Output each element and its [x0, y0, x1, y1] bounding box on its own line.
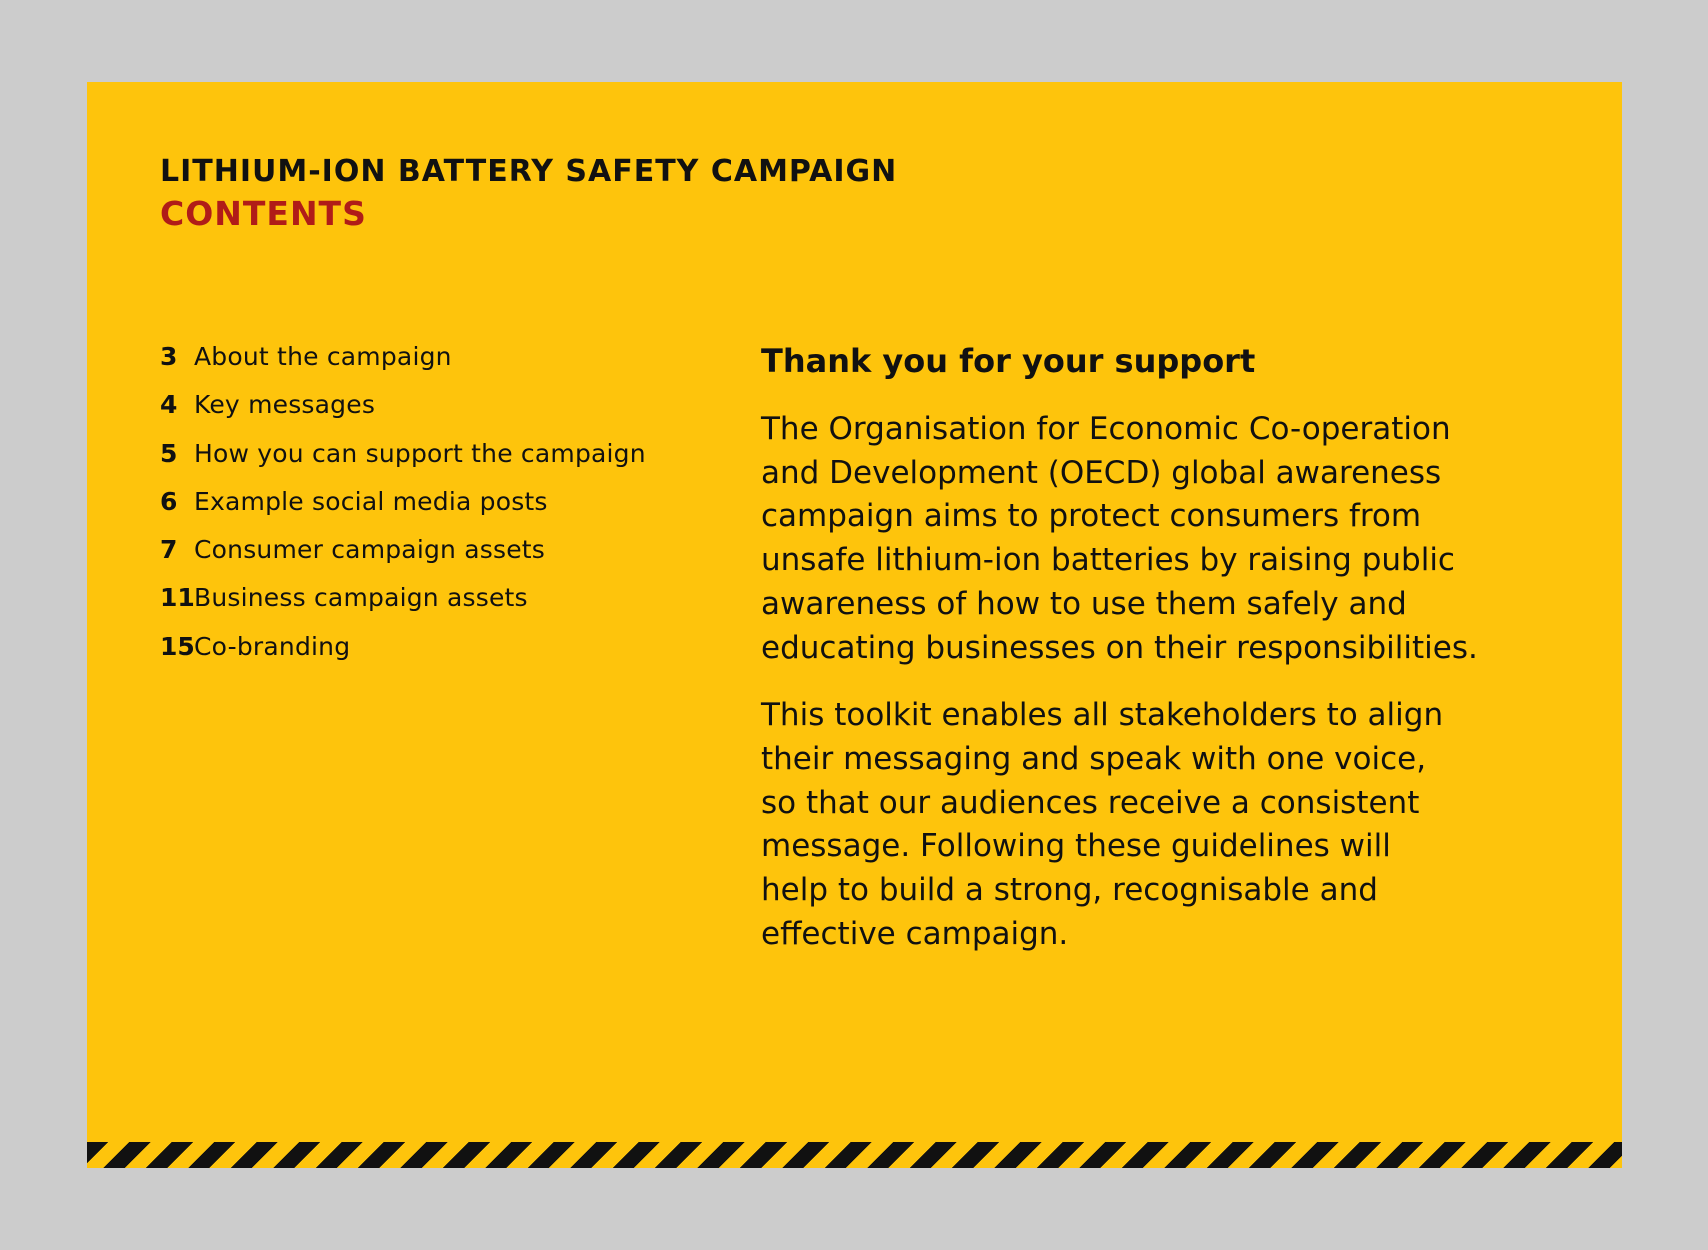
toc-item-support[interactable]: [160, 439, 646, 487]
toc-page-number: 7: [160, 535, 178, 565]
toc-page-number: 3: [160, 342, 178, 371]
toc-item-consumer-assets[interactable]: [160, 535, 646, 583]
toc-page-number: 15: [160, 631, 195, 661]
toc-label: How you can support the campaign: [194, 438, 646, 468]
toc-page-number: 11: [160, 583, 195, 613]
toc-item-social-posts[interactable]: [160, 487, 646, 535]
toc-label: About the campaign: [194, 342, 452, 371]
toc-item-key-messages[interactable]: [160, 390, 646, 438]
intro-section: [761, 340, 1581, 980]
toc-item-about[interactable]: [160, 342, 646, 390]
table-of-contents: [160, 342, 646, 680]
intro-heading: Thank you for your support: [761, 342, 1256, 380]
campaign-title: LITHIUM-ION BATTERY SAFETY CAMPAIGN: [160, 154, 898, 189]
toc-label: Key messages: [194, 390, 376, 420]
toc-label: Business campaign assets: [194, 583, 528, 613]
toc-item-co-branding[interactable]: [160, 632, 646, 680]
toc-page-number: 5: [160, 438, 178, 468]
intro-paragraph: This toolkit enables all stakeholders to align their messaging and speak with one voice, so that our audiences receive a consistent message. Following these guidelines will help to build a strong, recognisable and effective campaign.: [761, 697, 1444, 952]
toc-page-number: 4: [160, 390, 178, 420]
toc-label: Co-branding: [194, 631, 351, 661]
document-page: [87, 82, 1622, 1168]
page-header: [160, 152, 897, 236]
intro-paragraph: The Organisation for Economic Co-operation and Development (OECD) global awareness campaign aims to protect consumers from unsafe lithium-ion batteries by raising public awareness of how to use them safely and educating businesses on their responsibilities.: [761, 411, 1478, 666]
hazard-stripe: [87, 1142, 1622, 1168]
section-title: CONTENTS: [160, 194, 367, 233]
toc-item-business-assets[interactable]: [160, 583, 646, 631]
toc-label: Consumer campaign assets: [194, 535, 546, 565]
toc-page-number: 6: [160, 486, 178, 516]
toc-label: Example social media posts: [194, 486, 548, 516]
